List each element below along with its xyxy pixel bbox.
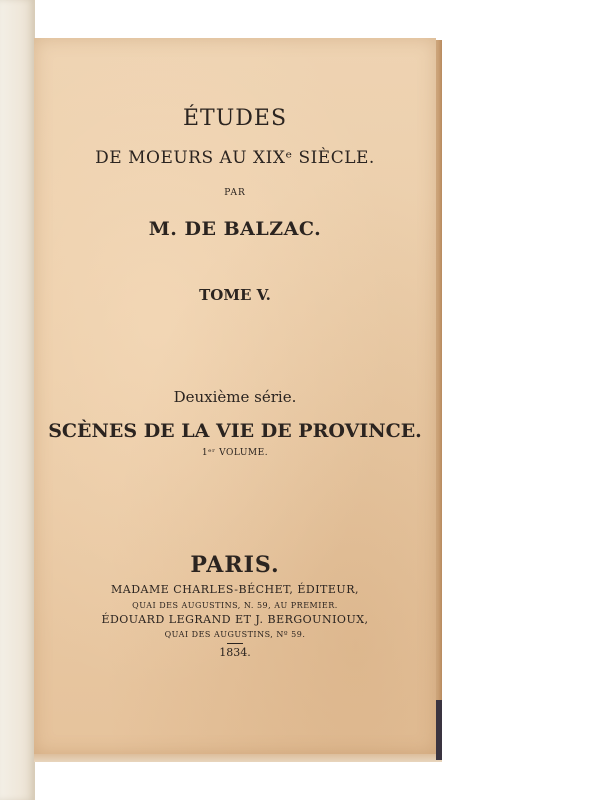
- publisher-address-2: QUAI DES AUGUSTINS, Nº 59.: [164, 630, 306, 639]
- book-subtitle: DE MOEURS AU XIXᵉ SIÈCLE.: [95, 148, 375, 168]
- publication-year: 1834.: [219, 646, 251, 659]
- section-title: SCÈNES DE LA VIE DE PROVINCE.: [48, 420, 422, 442]
- publisher-address-1: QUAI DES AUGUSTINS, N. 59, AU PREMIER.: [132, 601, 338, 610]
- publisher-line-2: ÉDOUARD LEGRAND ET J. BERGOUNIOUX,: [101, 613, 369, 626]
- series-label: Deuxième série.: [173, 388, 297, 406]
- left-page-edge: [0, 0, 35, 800]
- tome-number: TOME V.: [199, 286, 271, 304]
- binding-corner: [436, 700, 442, 760]
- publisher-line-1: MADAME CHARLES-BÉCHET, ÉDITEUR,: [111, 583, 359, 596]
- city-name: PARIS.: [190, 552, 280, 578]
- divider-rule: [227, 643, 243, 644]
- volume-label: 1ᵉʳ VOLUME.: [201, 448, 269, 458]
- book-title: ÉTUDES: [182, 106, 288, 131]
- title-page: [34, 38, 436, 754]
- by-line: PAR: [224, 188, 246, 198]
- author-name: M. DE BALZAC.: [148, 218, 322, 240]
